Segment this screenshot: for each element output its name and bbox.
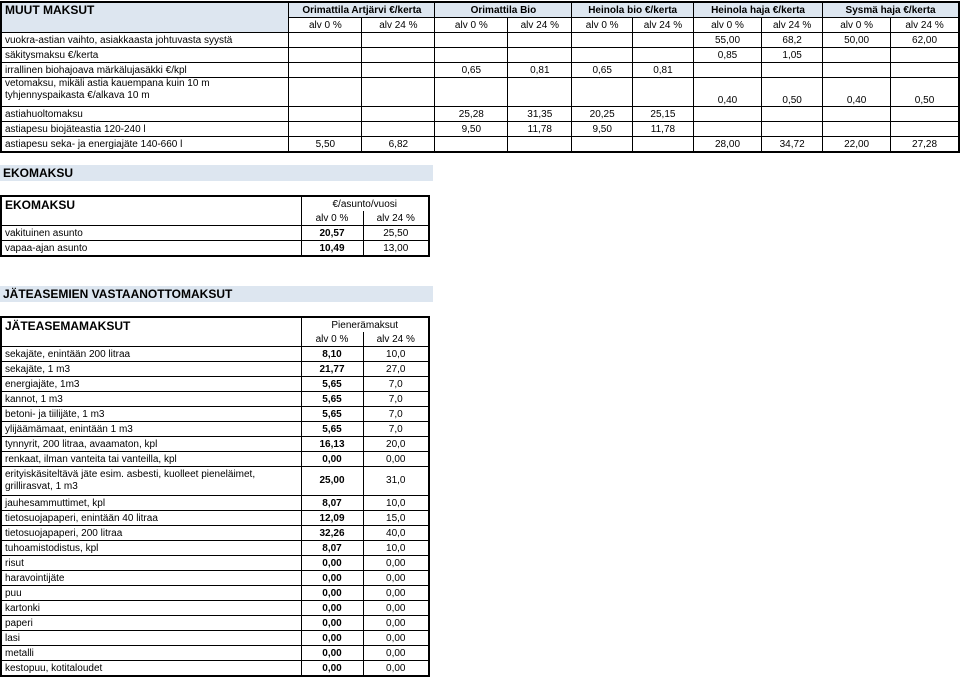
price-vat24: 7,0 bbox=[363, 377, 429, 392]
price-cell: 11,78 bbox=[508, 122, 572, 137]
table-row bbox=[1, 392, 429, 407]
row-label: puu bbox=[1, 586, 301, 601]
price-cell bbox=[362, 63, 435, 78]
vat-header: alv 0 % bbox=[301, 332, 363, 347]
row-label: vetomaksu, mikäli astia kauempana kuin 10 m tyhjennyspaikasta €/alkava 10 m bbox=[1, 78, 289, 107]
price-cell: 25,28 bbox=[435, 107, 508, 122]
price-vat24: 40,0 bbox=[363, 526, 429, 541]
row-label: metalli bbox=[1, 646, 301, 661]
row-label: kestopuu, kotitaloudet bbox=[1, 661, 301, 677]
price-cell: 0,65 bbox=[435, 63, 508, 78]
price-vat24: 25,50 bbox=[363, 226, 429, 241]
price-cell bbox=[891, 107, 959, 122]
price-vat24: 27,0 bbox=[363, 362, 429, 377]
group-header: Orimattila Bio bbox=[435, 2, 572, 18]
price-cell: 0,40 bbox=[693, 78, 761, 107]
price-cell bbox=[508, 33, 572, 48]
jateasemamaksut-table-title: JÄTEASEMAMAKSUT bbox=[1, 317, 301, 347]
price-vat24: 13,00 bbox=[363, 241, 429, 257]
jateasema-section-title: JÄTEASEMIEN VASTAANOTTOMAKSUT bbox=[0, 286, 433, 302]
price-cell: 5,50 bbox=[289, 137, 362, 153]
price-cell: 25,15 bbox=[632, 107, 693, 122]
table-row bbox=[1, 452, 429, 467]
price-vat24: 15,0 bbox=[363, 511, 429, 526]
price-vat24: 0,00 bbox=[363, 661, 429, 677]
price-vat0: 0,00 bbox=[301, 556, 363, 571]
price-cell: 9,50 bbox=[435, 122, 508, 137]
row-label: ylijäämämaat, enintään 1 m3 bbox=[1, 422, 301, 437]
price-vat0: 20,57 bbox=[301, 226, 363, 241]
row-label: paperi bbox=[1, 616, 301, 631]
unit-header: Pienerämaksut bbox=[331, 319, 399, 331]
price-cell: 0,81 bbox=[508, 63, 572, 78]
price-vat24: 0,00 bbox=[363, 571, 429, 586]
price-cell bbox=[632, 48, 693, 63]
price-cell bbox=[435, 48, 508, 63]
table-row bbox=[1, 122, 959, 137]
table-row bbox=[1, 33, 959, 48]
price-vat0: 8,07 bbox=[301, 496, 363, 511]
price-cell: 0,85 bbox=[693, 48, 761, 63]
price-cell bbox=[572, 33, 633, 48]
ekomaksu-table bbox=[0, 195, 430, 257]
ekomaksu-table-title: EKOMAKSU bbox=[1, 196, 301, 226]
price-vat24: 10,0 bbox=[363, 541, 429, 556]
price-cell: 0,50 bbox=[762, 78, 823, 107]
table-row bbox=[1, 661, 429, 677]
price-cell bbox=[362, 48, 435, 63]
muut-maksut-table bbox=[0, 1, 960, 153]
price-vat0: 16,13 bbox=[301, 437, 363, 452]
price-vat0: 5,65 bbox=[301, 392, 363, 407]
row-label: kartonki bbox=[1, 601, 301, 616]
row-label: haravointijäte bbox=[1, 571, 301, 586]
row-label: vakituinen asunto bbox=[1, 226, 301, 241]
price-cell bbox=[435, 137, 508, 153]
muut-title: MUUT MAKSUT bbox=[1, 2, 289, 33]
price-cell: 50,00 bbox=[823, 33, 891, 48]
group-header: Heinola haja €/kerta bbox=[693, 2, 822, 18]
table-row bbox=[1, 362, 429, 377]
table-row bbox=[1, 226, 429, 241]
row-label: sekajäte, enintään 200 litraa bbox=[1, 347, 301, 362]
price-cell bbox=[289, 107, 362, 122]
price-vat0: 0,00 bbox=[301, 586, 363, 601]
table-row bbox=[1, 107, 959, 122]
row-label: jauhesammuttimet, kpl bbox=[1, 496, 301, 511]
price-vat24: 31,0 bbox=[363, 467, 429, 496]
table-row bbox=[1, 526, 429, 541]
price-vat24: 20,0 bbox=[363, 437, 429, 452]
price-cell bbox=[508, 78, 572, 107]
price-cell bbox=[693, 107, 761, 122]
jateasemamaksut-table bbox=[0, 316, 430, 677]
table-row bbox=[1, 78, 959, 107]
vat-header: alv 24 % bbox=[762, 18, 823, 33]
price-cell bbox=[572, 78, 633, 107]
price-vat0: 0,00 bbox=[301, 571, 363, 586]
price-cell bbox=[508, 137, 572, 153]
row-label: tynnyrit, 200 litraa, avaamaton, kpl bbox=[1, 437, 301, 452]
price-vat0: 0,00 bbox=[301, 452, 363, 467]
row-label: astiapesu biojäteastia 120-240 l bbox=[1, 122, 289, 137]
price-cell bbox=[362, 33, 435, 48]
table-row bbox=[1, 556, 429, 571]
price-vat24: 0,00 bbox=[363, 646, 429, 661]
price-vat0: 5,65 bbox=[301, 422, 363, 437]
price-vat24: 7,0 bbox=[363, 407, 429, 422]
vat-header: alv 0 % bbox=[435, 18, 508, 33]
group-header: Heinola bio €/kerta bbox=[572, 2, 694, 18]
price-cell bbox=[508, 48, 572, 63]
row-label: tuhoamistodistus, kpl bbox=[1, 541, 301, 556]
price-cell: 27,28 bbox=[891, 137, 959, 153]
row-label: risut bbox=[1, 556, 301, 571]
row-label: astiahuoltomaksu bbox=[1, 107, 289, 122]
group-header: Orimattila Artjärvi €/kerta bbox=[289, 2, 435, 18]
table-row bbox=[1, 646, 429, 661]
price-cell: 68,2 bbox=[762, 33, 823, 48]
price-cell bbox=[762, 63, 823, 78]
price-cell bbox=[289, 78, 362, 107]
unit-header: €/asunto/vuosi bbox=[332, 198, 397, 210]
price-cell bbox=[823, 48, 891, 63]
table-row bbox=[1, 137, 959, 153]
group-header: Sysmä haja €/kerta bbox=[823, 2, 959, 18]
table-row bbox=[1, 347, 429, 362]
table-row bbox=[1, 407, 429, 422]
price-vat0: 8,07 bbox=[301, 541, 363, 556]
row-label: kannot, 1 m3 bbox=[1, 392, 301, 407]
table-row bbox=[1, 437, 429, 452]
price-cell bbox=[762, 107, 823, 122]
price-cell bbox=[632, 33, 693, 48]
price-cell: 20,25 bbox=[572, 107, 633, 122]
table-row bbox=[1, 571, 429, 586]
price-cell bbox=[435, 33, 508, 48]
row-label: vuokra-astian vaihto, asiakkaasta johtuvasta syystä bbox=[1, 33, 289, 48]
price-cell bbox=[693, 122, 761, 137]
price-cell: 0,65 bbox=[572, 63, 633, 78]
price-vat24: 10,0 bbox=[363, 347, 429, 362]
table-row bbox=[1, 63, 959, 78]
price-cell: 0,40 bbox=[823, 78, 891, 107]
price-cell bbox=[362, 122, 435, 137]
price-vat24: 0,00 bbox=[363, 616, 429, 631]
price-vat0: 5,65 bbox=[301, 407, 363, 422]
row-label: tietosuojapaperi, enintään 40 litraa bbox=[1, 511, 301, 526]
price-cell bbox=[289, 63, 362, 78]
price-cell bbox=[289, 48, 362, 63]
row-label: lasi bbox=[1, 631, 301, 646]
vat-header: alv 24 % bbox=[376, 212, 415, 224]
price-vat0: 0,00 bbox=[301, 631, 363, 646]
price-cell bbox=[362, 78, 435, 107]
price-cell bbox=[891, 63, 959, 78]
vat-header: alv 24 % bbox=[362, 18, 435, 33]
price-cell bbox=[572, 48, 633, 63]
vat-header: alv 0 % bbox=[289, 18, 362, 33]
price-cell: 0,50 bbox=[891, 78, 959, 107]
price-vat0: 8,10 bbox=[301, 347, 363, 362]
price-cell: 62,00 bbox=[891, 33, 959, 48]
row-label: energiajäte, 1m3 bbox=[1, 377, 301, 392]
table-row bbox=[1, 377, 429, 392]
price-cell bbox=[823, 63, 891, 78]
price-cell bbox=[289, 33, 362, 48]
price-cell: 6,82 bbox=[362, 137, 435, 153]
table-row bbox=[1, 467, 429, 496]
price-vat24: 0,00 bbox=[363, 452, 429, 467]
row-label: säkitysmaksu €/kerta bbox=[1, 48, 289, 63]
price-vat0: 12,09 bbox=[301, 511, 363, 526]
price-cell: 34,72 bbox=[762, 137, 823, 153]
price-cell bbox=[762, 122, 823, 137]
price-cell bbox=[632, 78, 693, 107]
price-cell bbox=[823, 122, 891, 137]
price-vat0: 0,00 bbox=[301, 601, 363, 616]
vat-header: alv 24 % bbox=[376, 333, 415, 345]
vat-header: alv 0 % bbox=[823, 18, 891, 33]
price-cell bbox=[693, 63, 761, 78]
row-label: tietosuojapaperi, 200 litraa bbox=[1, 526, 301, 541]
table-row bbox=[1, 48, 959, 63]
price-vat0: 0,00 bbox=[301, 616, 363, 631]
table-row bbox=[1, 241, 429, 257]
vat-header: alv 24 % bbox=[508, 18, 572, 33]
vat-header: alv 0 % bbox=[572, 18, 633, 33]
row-label: betoni- ja tiilijäte, 1 m3 bbox=[1, 407, 301, 422]
price-vat24: 0,00 bbox=[363, 601, 429, 616]
price-vat0: 0,00 bbox=[301, 646, 363, 661]
price-vat0: 5,65 bbox=[301, 377, 363, 392]
row-label: irrallinen biohajoava märkälujasäkki €/kpl bbox=[1, 63, 289, 78]
price-cell bbox=[362, 107, 435, 122]
row-label: sekajäte, 1 m3 bbox=[1, 362, 301, 377]
price-cell: 1,05 bbox=[762, 48, 823, 63]
price-vat24: 0,00 bbox=[363, 556, 429, 571]
price-vat0: 0,00 bbox=[301, 661, 363, 677]
table-row bbox=[1, 541, 429, 556]
table-row bbox=[1, 511, 429, 526]
row-label: renkaat, ilman vanteita tai vanteilla, kpl bbox=[1, 452, 301, 467]
vat-header: alv 0 % bbox=[693, 18, 761, 33]
price-vat24: 7,0 bbox=[363, 422, 429, 437]
row-label: erityiskäsiteltävä jäte esim. asbesti, kuolleet pieneläimet, grillirasvat, 1 m3 bbox=[1, 467, 301, 496]
price-vat24: 0,00 bbox=[363, 586, 429, 601]
price-cell bbox=[632, 137, 693, 153]
price-cell bbox=[572, 137, 633, 153]
row-label: vapaa-ajan asunto bbox=[1, 241, 301, 257]
price-cell: 31,35 bbox=[508, 107, 572, 122]
price-cell: 22,00 bbox=[823, 137, 891, 153]
price-cell: 0,81 bbox=[632, 63, 693, 78]
price-cell bbox=[891, 122, 959, 137]
price-vat24: 7,0 bbox=[363, 392, 429, 407]
vat-header: alv 24 % bbox=[891, 18, 959, 33]
table-row bbox=[1, 496, 429, 511]
price-vat0: 21,77 bbox=[301, 362, 363, 377]
price-cell: 9,50 bbox=[572, 122, 633, 137]
row-label: astiapesu seka- ja energiajäte 140-660 l bbox=[1, 137, 289, 153]
price-cell bbox=[435, 78, 508, 107]
price-vat24: 0,00 bbox=[363, 631, 429, 646]
price-cell bbox=[289, 122, 362, 137]
price-cell bbox=[823, 107, 891, 122]
table-row bbox=[1, 631, 429, 646]
table-row bbox=[1, 601, 429, 616]
ekomaksu-section-title: EKOMAKSU bbox=[0, 165, 433, 181]
price-vat24: 10,0 bbox=[363, 496, 429, 511]
table-row bbox=[1, 586, 429, 601]
price-cell: 55,00 bbox=[693, 33, 761, 48]
vat-header: alv 24 % bbox=[632, 18, 693, 33]
vat-header: alv 0 % bbox=[301, 211, 363, 226]
table-row bbox=[1, 422, 429, 437]
price-cell: 11,78 bbox=[632, 122, 693, 137]
price-cell bbox=[891, 48, 959, 63]
price-vat0: 10,49 bbox=[301, 241, 363, 257]
price-cell: 28,00 bbox=[693, 137, 761, 153]
table-row bbox=[1, 616, 429, 631]
price-vat0: 25,00 bbox=[301, 467, 363, 496]
price-vat0: 32,26 bbox=[301, 526, 363, 541]
